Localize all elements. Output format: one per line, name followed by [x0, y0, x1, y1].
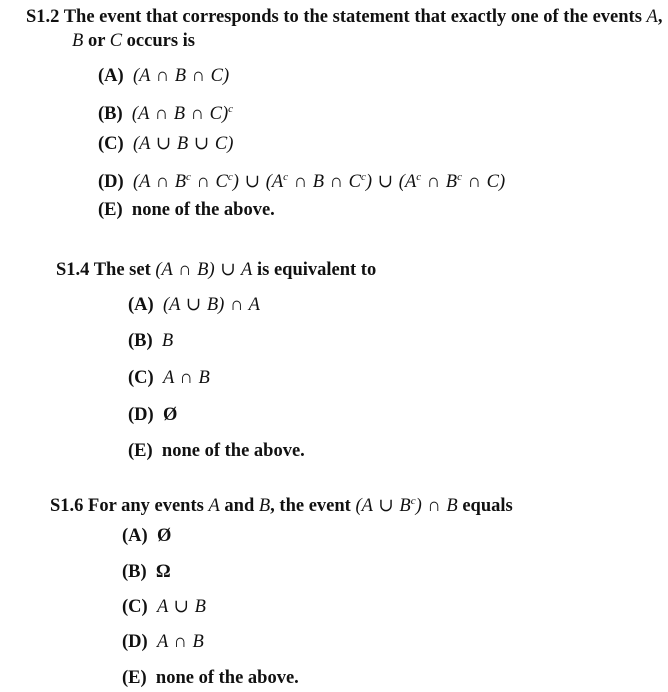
option-label: (B)	[128, 331, 153, 351]
question-stem: S1.4 The set (A ∩ B) ∪ A is equivalent to	[56, 260, 377, 280]
option-expression: (A ∪ B) ∩ A	[162, 295, 260, 315]
option-expression: B	[161, 331, 174, 351]
option-label: (E)	[98, 200, 123, 220]
option-expression: A ∩ B	[156, 632, 204, 652]
answer-option	[128, 440, 305, 462]
option-text: none of the above.	[161, 441, 305, 461]
option-expression: (A ∪ B ∪ C)	[132, 134, 234, 154]
option-label: (B)	[98, 104, 123, 124]
option-expression: A ∪ B	[156, 597, 206, 617]
stem-expression: (A ∪ $B^c$) ∩ B	[355, 495, 458, 516]
answer-option	[98, 65, 229, 87]
option-label: (A)	[128, 295, 154, 315]
answer-option	[98, 133, 233, 155]
option-label: (C)	[98, 134, 124, 154]
question-number: S1.4	[56, 260, 90, 280]
answer-option	[122, 561, 171, 583]
option-label: (A)	[122, 526, 148, 546]
answer-option	[122, 525, 171, 547]
question-stem: S1.2 The event that corresponds to the statement that exactly one of the events A,	[26, 7, 663, 27]
answer-option	[128, 404, 177, 426]
answer-option	[122, 631, 204, 653]
option-text: none of the above.	[131, 200, 275, 220]
option-label: (E)	[122, 668, 147, 688]
question-number: S1.2	[26, 7, 60, 27]
question-number: S1.6	[50, 496, 84, 516]
option-text: Ø	[156, 526, 172, 546]
question-stem: S1.6 For any events A and B, the event (A ∪ $B^c$) ∩ B equals	[50, 495, 513, 516]
option-label: (E)	[128, 441, 153, 461]
option-label: (D)	[122, 632, 148, 652]
answer-option	[98, 199, 275, 221]
option-expression: (A ∩ $B^c$ ∩ $C^c$) ∪ ($A^c$ ∩ B ∩ $C^c$) ∪ ($A^c$ ∩ $B^c$ ∩ C)	[132, 171, 506, 192]
answer-option	[128, 330, 173, 352]
option-expression: (A ∩ B ∩ C)$^c$	[131, 103, 234, 124]
answer-option	[128, 367, 210, 389]
option-label: (D)	[128, 405, 154, 425]
option-text: Ø	[162, 405, 178, 425]
option-label: (B)	[122, 562, 147, 582]
answer-option	[122, 596, 206, 618]
option-label: (C)	[122, 597, 148, 617]
option-text: none of the above.	[155, 668, 299, 688]
option-expression: A ∩ B	[162, 368, 210, 388]
stem-expression: (A ∩ B) ∪ A	[155, 260, 253, 280]
answer-option	[122, 667, 299, 689]
option-expression: (A ∩ B ∩ C)	[132, 66, 230, 86]
option-label: (A)	[98, 66, 124, 86]
question-stem-line2: B or C occurs is	[72, 31, 196, 51]
answer-option	[98, 166, 505, 193]
option-label: (C)	[128, 368, 154, 388]
option-text: Ω	[155, 562, 171, 582]
option-label: (D)	[98, 172, 124, 192]
stem-text: The event that corresponds to the statement that exactly one of the events	[63, 7, 642, 27]
answer-option	[98, 98, 233, 125]
answer-option	[128, 294, 260, 316]
